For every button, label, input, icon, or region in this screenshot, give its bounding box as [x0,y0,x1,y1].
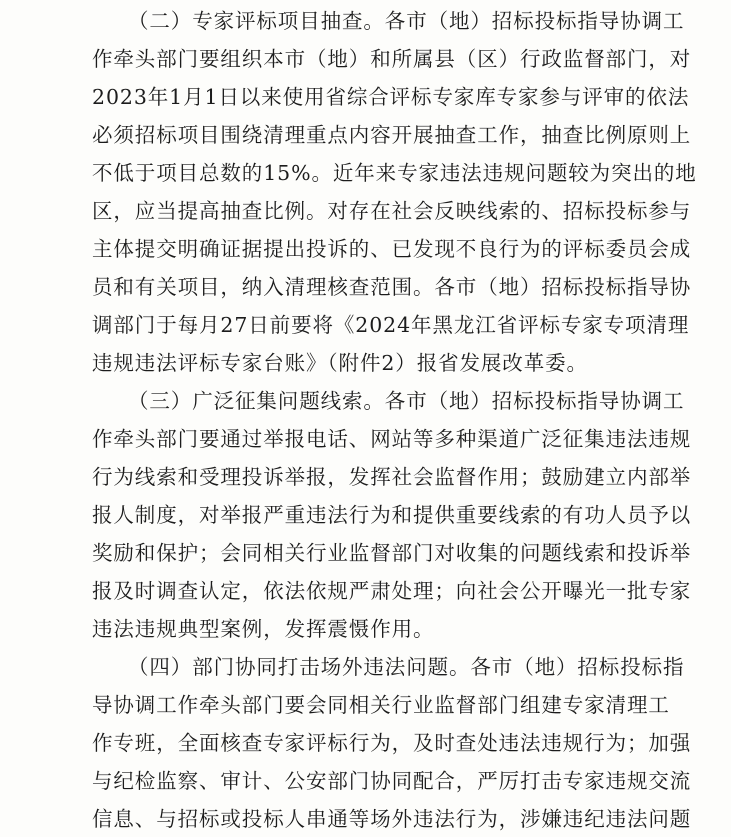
paragraph-2-line: 违规违法评标专家台账》（附件2）报省发展改革委。 [92,351,588,375]
paragraph-2-line: 区，应当提高抽查比例。对存在社会反映线索的、招标投标参与 [92,199,692,223]
paragraph-2-line: 不低于项目总数的15%。近年来专家违法违规问题较为突出的地 [92,161,697,185]
paragraph-2-line: 主体提交明确证据提出投诉的、已发现不良行为的评标委员会成 [92,237,692,261]
paragraph-4-line: 作专班，全面核查专家评标行为，及时查处违法违规行为；加强 [92,731,692,755]
paragraph-4-line: 导协调工作牵头部门要会同相关行业监督部门组建专家清理工 [92,693,670,717]
paragraph-3-line: 报及时调查认定，依法依规严肃处理；向社会公开曝光一批专家 [92,579,692,603]
paragraph-4-line: 与纪检监察、审计、公安部门协同配合，严厉打击专家违规交流 [92,769,692,793]
paragraph-2-line: 2023年1月1日以来使用省综合评标专家库专家参与评审的依法 [92,85,690,109]
paragraph-2-line: 调部门于每月27日前要将《2024年黑龙江省评标专家专项清理 [92,313,690,337]
paragraph-4-line: 信息、与招标或投标人串通等场外违法行为，涉嫌违纪违法问题 [92,807,692,831]
paragraph-3-line: 奖励和保护；会同相关行业监督部门对收集的问题线索和投诉举 [92,541,692,565]
paragraph-2-heading-line: （二）专家评标项目抽查。各市（地）招标投标指导协调工 [128,9,685,33]
paragraph-2-line: 员和有关项目，纳入清理核查范围。各市（地）招标投标指导协 [92,275,692,299]
paragraph-4-heading-line: （四）部门协同打击场外违法问题。各市（地）招标投标指 [128,655,685,679]
paragraph-3-heading-line: （三）广泛征集问题线索。各市（地）招标投标指导协调工 [128,389,685,413]
paragraph-2-line: 必须招标项目围绕清理重点内容开展抽查工作，抽查比例原则上 [92,123,692,147]
paragraph-2-line: 作牵头部门要组织本市（地）和所属县（区）行政监督部门，对 [92,47,692,71]
paragraph-3-line: 行为线索和受理投诉举报，发挥社会监督作用；鼓励建立内部举 [92,465,692,489]
paragraph-3-line: 作牵头部门要通过举报电话、网站等多种渠道广泛征集违法违规 [92,427,692,451]
paragraph-3-line: 违法违规典型案例，发挥震慑作用。 [92,617,435,641]
paragraph-3-line: 报人制度，对举报严重违法行为和提供重要线索的有功人员予以 [92,503,692,527]
